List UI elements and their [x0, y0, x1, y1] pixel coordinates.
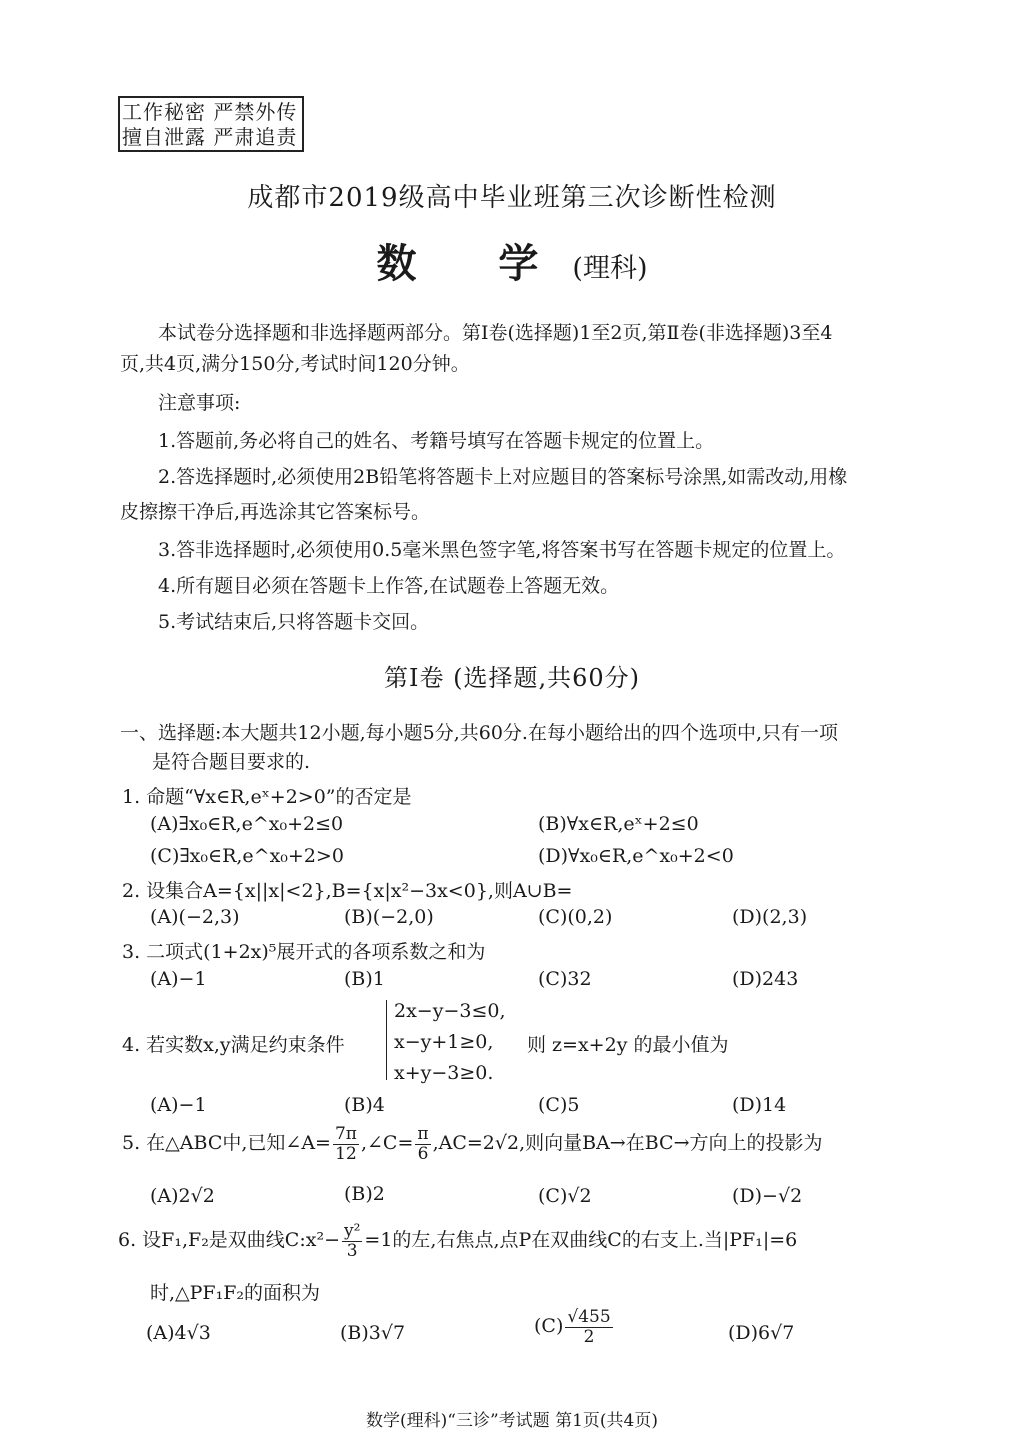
q1-option-a: (A)∃x₀∈R,e^x₀+2≤0 — [150, 813, 344, 835]
q5-fraction-a — [333, 1125, 359, 1163]
q2-option-c: (C)(0,2) — [538, 906, 613, 928]
intro-line-2: 页,共4页,满分150分,考试时间120分钟。 — [120, 353, 470, 375]
q4-option-a: (A)−1 — [150, 1094, 207, 1116]
q6-option-c-den: 2 — [583, 1326, 595, 1347]
q4-constraint-3: x+y−3≥0. — [394, 1062, 494, 1084]
note-2b: 皮擦擦干净后,再选涂其它答案标号。 — [120, 501, 431, 523]
q1-option-d: (D)∀x₀∈R,e^x₀+2<0 — [538, 845, 734, 867]
notes-heading: 注意事项: — [158, 392, 241, 414]
q5-stem — [122, 1125, 823, 1163]
q5-option-c: (C)√2 — [538, 1185, 592, 1207]
q6-option-a: (A)4√3 — [146, 1322, 211, 1344]
section-heading: 第Ⅰ卷 (选择题,共60分) — [383, 664, 640, 692]
q6-fraction — [342, 1222, 362, 1260]
q4-constraint-2: x−y+1≥0, — [394, 1031, 494, 1053]
q6-fraction-num: y² — [344, 1221, 361, 1241]
q5-part-1: 5. 在△ABC中,已知∠A= — [122, 1132, 331, 1155]
q3-option-d: (D)243 — [732, 968, 799, 990]
q1-stem: 1. 命题“∀x∈R,eˣ+2>0”的否定是 — [122, 786, 412, 808]
q2-stem: 2. 设集合A={x||x|<2},B={x|x²−3x<0},则A∪B= — [122, 880, 573, 902]
q2-option-a: (A)(−2,3) — [150, 906, 240, 928]
q4-tail: 则 z=x+2y 的最小值为 — [527, 1034, 729, 1056]
q6-option-b: (B)3√7 — [340, 1322, 406, 1344]
q6-part-1: 6. 设F₁,F₂是双曲线C:x²− — [118, 1229, 340, 1252]
stamp-line-2: 擅自泄露 严肃追责 — [122, 125, 298, 149]
part-one-line-2: 是符合题目要求的. — [152, 751, 311, 773]
note-1: 1.答题前,务必将自己的姓名、考籍号填写在答题卡规定的位置上。 — [158, 430, 715, 452]
q3-option-c: (C)32 — [538, 968, 592, 990]
q2-option-b: (B)(−2,0) — [344, 906, 434, 928]
q4-option-b: (B)4 — [344, 1094, 385, 1116]
q6-option-c-fraction — [565, 1308, 612, 1346]
stamp-line-1: 工作秘密 严禁外传 — [122, 100, 298, 124]
q3-option-b: (B)1 — [344, 968, 385, 990]
q5-fraction-c-num: π — [417, 1124, 429, 1144]
q1-option-b: (B)∀x∈R,eˣ+2≤0 — [538, 813, 699, 835]
q5-part-2: ,∠C= — [360, 1132, 414, 1155]
note-5: 5.考试结束后,只将答题卡交回。 — [158, 611, 430, 633]
subject-branch: (理科) — [572, 253, 648, 284]
q4-option-c: (C)5 — [538, 1094, 580, 1116]
q5-fraction-c — [415, 1125, 430, 1163]
q6-stem-line-2: 时,△PF₁F₂的面积为 — [150, 1282, 321, 1304]
subject-heading — [0, 232, 1024, 289]
q3-option-a: (A)−1 — [150, 968, 207, 990]
q6-option-d: (D)6√7 — [728, 1322, 795, 1344]
q5-fraction-a-den: 12 — [335, 1143, 357, 1164]
page-footer: 数学(理科)“三诊”考试题 第1页(共4页) — [366, 1411, 658, 1431]
note-2a: 2.答选择题时,必须使用2B铅笔将答题卡上对应题目的答案标号涂黑,如需改动,用橡 — [158, 466, 848, 488]
exam-title: 成都市2019级高中毕业班第三次诊断性检测 — [247, 183, 777, 213]
q6-fraction-den: 3 — [346, 1240, 358, 1261]
q5-fraction-a-num: 7π — [334, 1124, 357, 1144]
note-4: 4.所有题目必须在答题卡上作答,在试题卷上答题无效。 — [158, 575, 620, 597]
part-one-line-1: 一、选择题:本大题共12小题,每小题5分,共60分.在每小题给出的四个选项中,只有一项 — [120, 722, 839, 744]
q6-option-c — [534, 1308, 615, 1346]
intro-line-1: 本试卷分选择题和非选择题两部分。第Ⅰ卷(选择题)1至2页,第Ⅱ卷(非选择题)3至4 — [158, 322, 833, 344]
note-3: 3.答非选择题时,必须使用0.5毫米黑色签字笔,将答案书写在答题卡规定的位置上。 — [158, 539, 846, 561]
q5-option-d: (D)−√2 — [732, 1185, 803, 1207]
q3-stem: 3. 二项式(1+2x)⁵展开式的各项系数之和为 — [122, 941, 486, 963]
subject-name: 数 学 — [376, 240, 573, 287]
q2-option-d: (D)(2,3) — [732, 906, 808, 928]
q6-option-c-num: √455 — [567, 1307, 611, 1327]
q6-part-2: =1的左,右焦点,点P在双曲线C的右支上.当|PF₁|=6 — [364, 1229, 798, 1252]
q4-constraint-1: 2x−y−3≤0, — [394, 1000, 506, 1022]
q6-stem — [118, 1222, 797, 1260]
q5-part-3: ,AC=2√2,则向量BA→在BC→方向上的投影为 — [432, 1132, 823, 1155]
q5-fraction-c-den: 6 — [417, 1143, 429, 1164]
q1-option-c: (C)∃x₀∈R,e^x₀+2>0 — [150, 845, 344, 867]
q5-option-b: (B)2 — [344, 1183, 385, 1205]
q4-option-d: (D)14 — [732, 1094, 787, 1116]
q5-option-a: (A)2√2 — [150, 1185, 215, 1207]
confidential-stamp — [118, 96, 304, 152]
q6-option-c-label: (C) — [534, 1315, 564, 1338]
q4-lead: 4. 若实数x,y满足约束条件 — [122, 1034, 345, 1056]
